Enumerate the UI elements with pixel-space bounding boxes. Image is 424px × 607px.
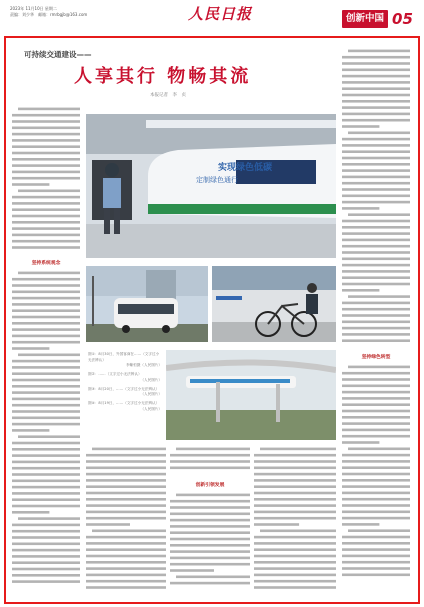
- body-text: [170, 446, 250, 476]
- body-text: [342, 364, 410, 584]
- bicycle-photo: [212, 266, 336, 342]
- body-column-3a: [170, 446, 250, 592]
- bicycle-image: [212, 266, 336, 342]
- body-column-4: [342, 48, 410, 592]
- monorail-image: [166, 350, 336, 440]
- text-lines: [342, 364, 410, 584]
- text-lines: [342, 48, 410, 348]
- page-number: 05: [392, 10, 413, 28]
- caption-2-credit: （人民图片）: [140, 377, 162, 382]
- text-lines: [12, 106, 80, 254]
- train-model-photo: [86, 114, 336, 258]
- caption-1-credit: 李紫恒摄（人民图片）: [126, 363, 162, 368]
- article-byline: 本报记者 李 贞: [150, 93, 186, 98]
- date-line: 2023年 11月10日 星期二: [10, 6, 57, 11]
- caption-1: 图①：8月30日，外国客商在……（文字过小无法辨认）: [88, 352, 160, 362]
- text-lines: [86, 446, 166, 592]
- section-name: 创新中国: [342, 10, 388, 28]
- subhead-1: 坚持系统观念: [31, 261, 61, 266]
- text-lines: [254, 446, 336, 592]
- monorail-photo: [166, 350, 336, 440]
- newspaper-logo: 人民日报: [188, 5, 253, 23]
- editor-line: 责编：刘少华 邮箱：rmrbgjb@163.com: [10, 12, 88, 17]
- text-lines: [170, 446, 250, 476]
- masthead-info: [10, 6, 130, 18]
- caption-4-credit: （人民图片）: [140, 406, 162, 411]
- text-lines: [12, 270, 80, 590]
- subhead-3: 坚持绿色转型: [361, 355, 391, 360]
- caption-2: 图②：……（文字过小无法辨认）: [88, 372, 142, 377]
- caption-block: [88, 352, 162, 442]
- caption-3: 图③：8月20日，……（文字过小无法辨认）: [88, 386, 160, 391]
- train-model-image: [86, 114, 336, 258]
- body-text: [12, 270, 80, 590]
- caption-4: 图④：8月19日，……（文字过小无法辨认）: [88, 401, 160, 406]
- masthead: [0, 0, 424, 36]
- bus-image: [86, 266, 208, 342]
- body-text: [342, 48, 410, 348]
- body-column-3b: [254, 446, 336, 592]
- article-kicker: 可持续交通建设——: [24, 50, 92, 59]
- body-text: [254, 446, 336, 592]
- exhibit-sign-2: 实现绿色低碳: [218, 163, 273, 173]
- caption-3-credit: （人民图片）: [140, 392, 162, 397]
- body-text: [12, 106, 80, 254]
- article-headline: 人享其行 物畅其流: [74, 66, 252, 87]
- subhead-2: 创新引领发展: [195, 483, 225, 488]
- body-text: [170, 492, 250, 592]
- body-text: [86, 446, 166, 592]
- exhibit-sign-1: 定制绿色通行: [196, 176, 238, 184]
- text-lines: [170, 492, 250, 592]
- body-column-1: [12, 106, 80, 592]
- bus-photo: [86, 266, 208, 342]
- body-column-2: [86, 446, 166, 592]
- section-label: [342, 8, 420, 30]
